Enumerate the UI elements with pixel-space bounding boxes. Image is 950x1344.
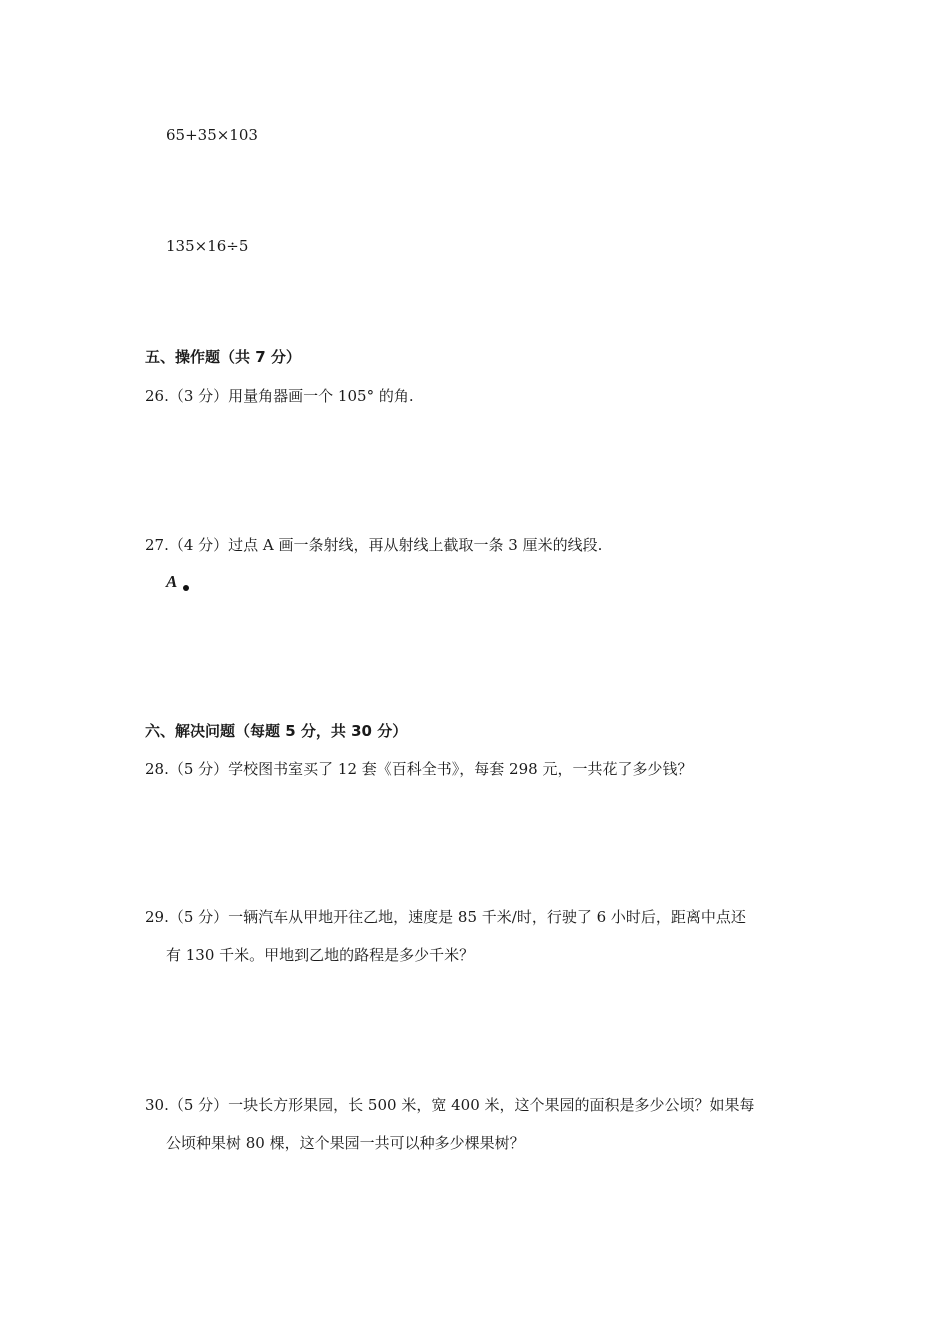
question-27: 27.（4 分）过点 A 画一条射线，再从射线上截取一条 3 厘米的线段. (145, 536, 603, 554)
question-30-line-2: 公顷种果树 80 棵，这个果园一共可以种多少棵果树？ (166, 1134, 525, 1152)
section-heading-operations: 五、操作题（共 7 分） (145, 348, 301, 366)
point-a-label: A (166, 572, 178, 591)
question-30-line-1: 30.（5 分）一块长方形果园，长 500 米，宽 400 米，这个果园的面积是多少公顷？如果每 (145, 1096, 755, 1114)
question-28: 28.（5 分）学校图书室买了 12 套《百科全书》，每套 298 元，一共花了多少钱？ (145, 760, 693, 778)
question-29-line-1: 29.（5 分）一辆汽车从甲地开往乙地，速度是 85 千米/时，行驶了 6 小时后，距离中点还 (145, 908, 746, 926)
question-29-line-2: 有 130 千米。甲地到乙地的路程是多少千米？ (166, 946, 475, 964)
calc-expression-1: 65+35×103 (166, 126, 258, 144)
point-a-dot (183, 585, 189, 591)
section-heading-problems: 六、解决问题（每题 5 分，共 30 分） (145, 722, 408, 740)
calc-expression-2: 135×16÷5 (166, 237, 249, 255)
question-26: 26.（3 分）用量角器画一个 105° 的角. (145, 387, 414, 405)
